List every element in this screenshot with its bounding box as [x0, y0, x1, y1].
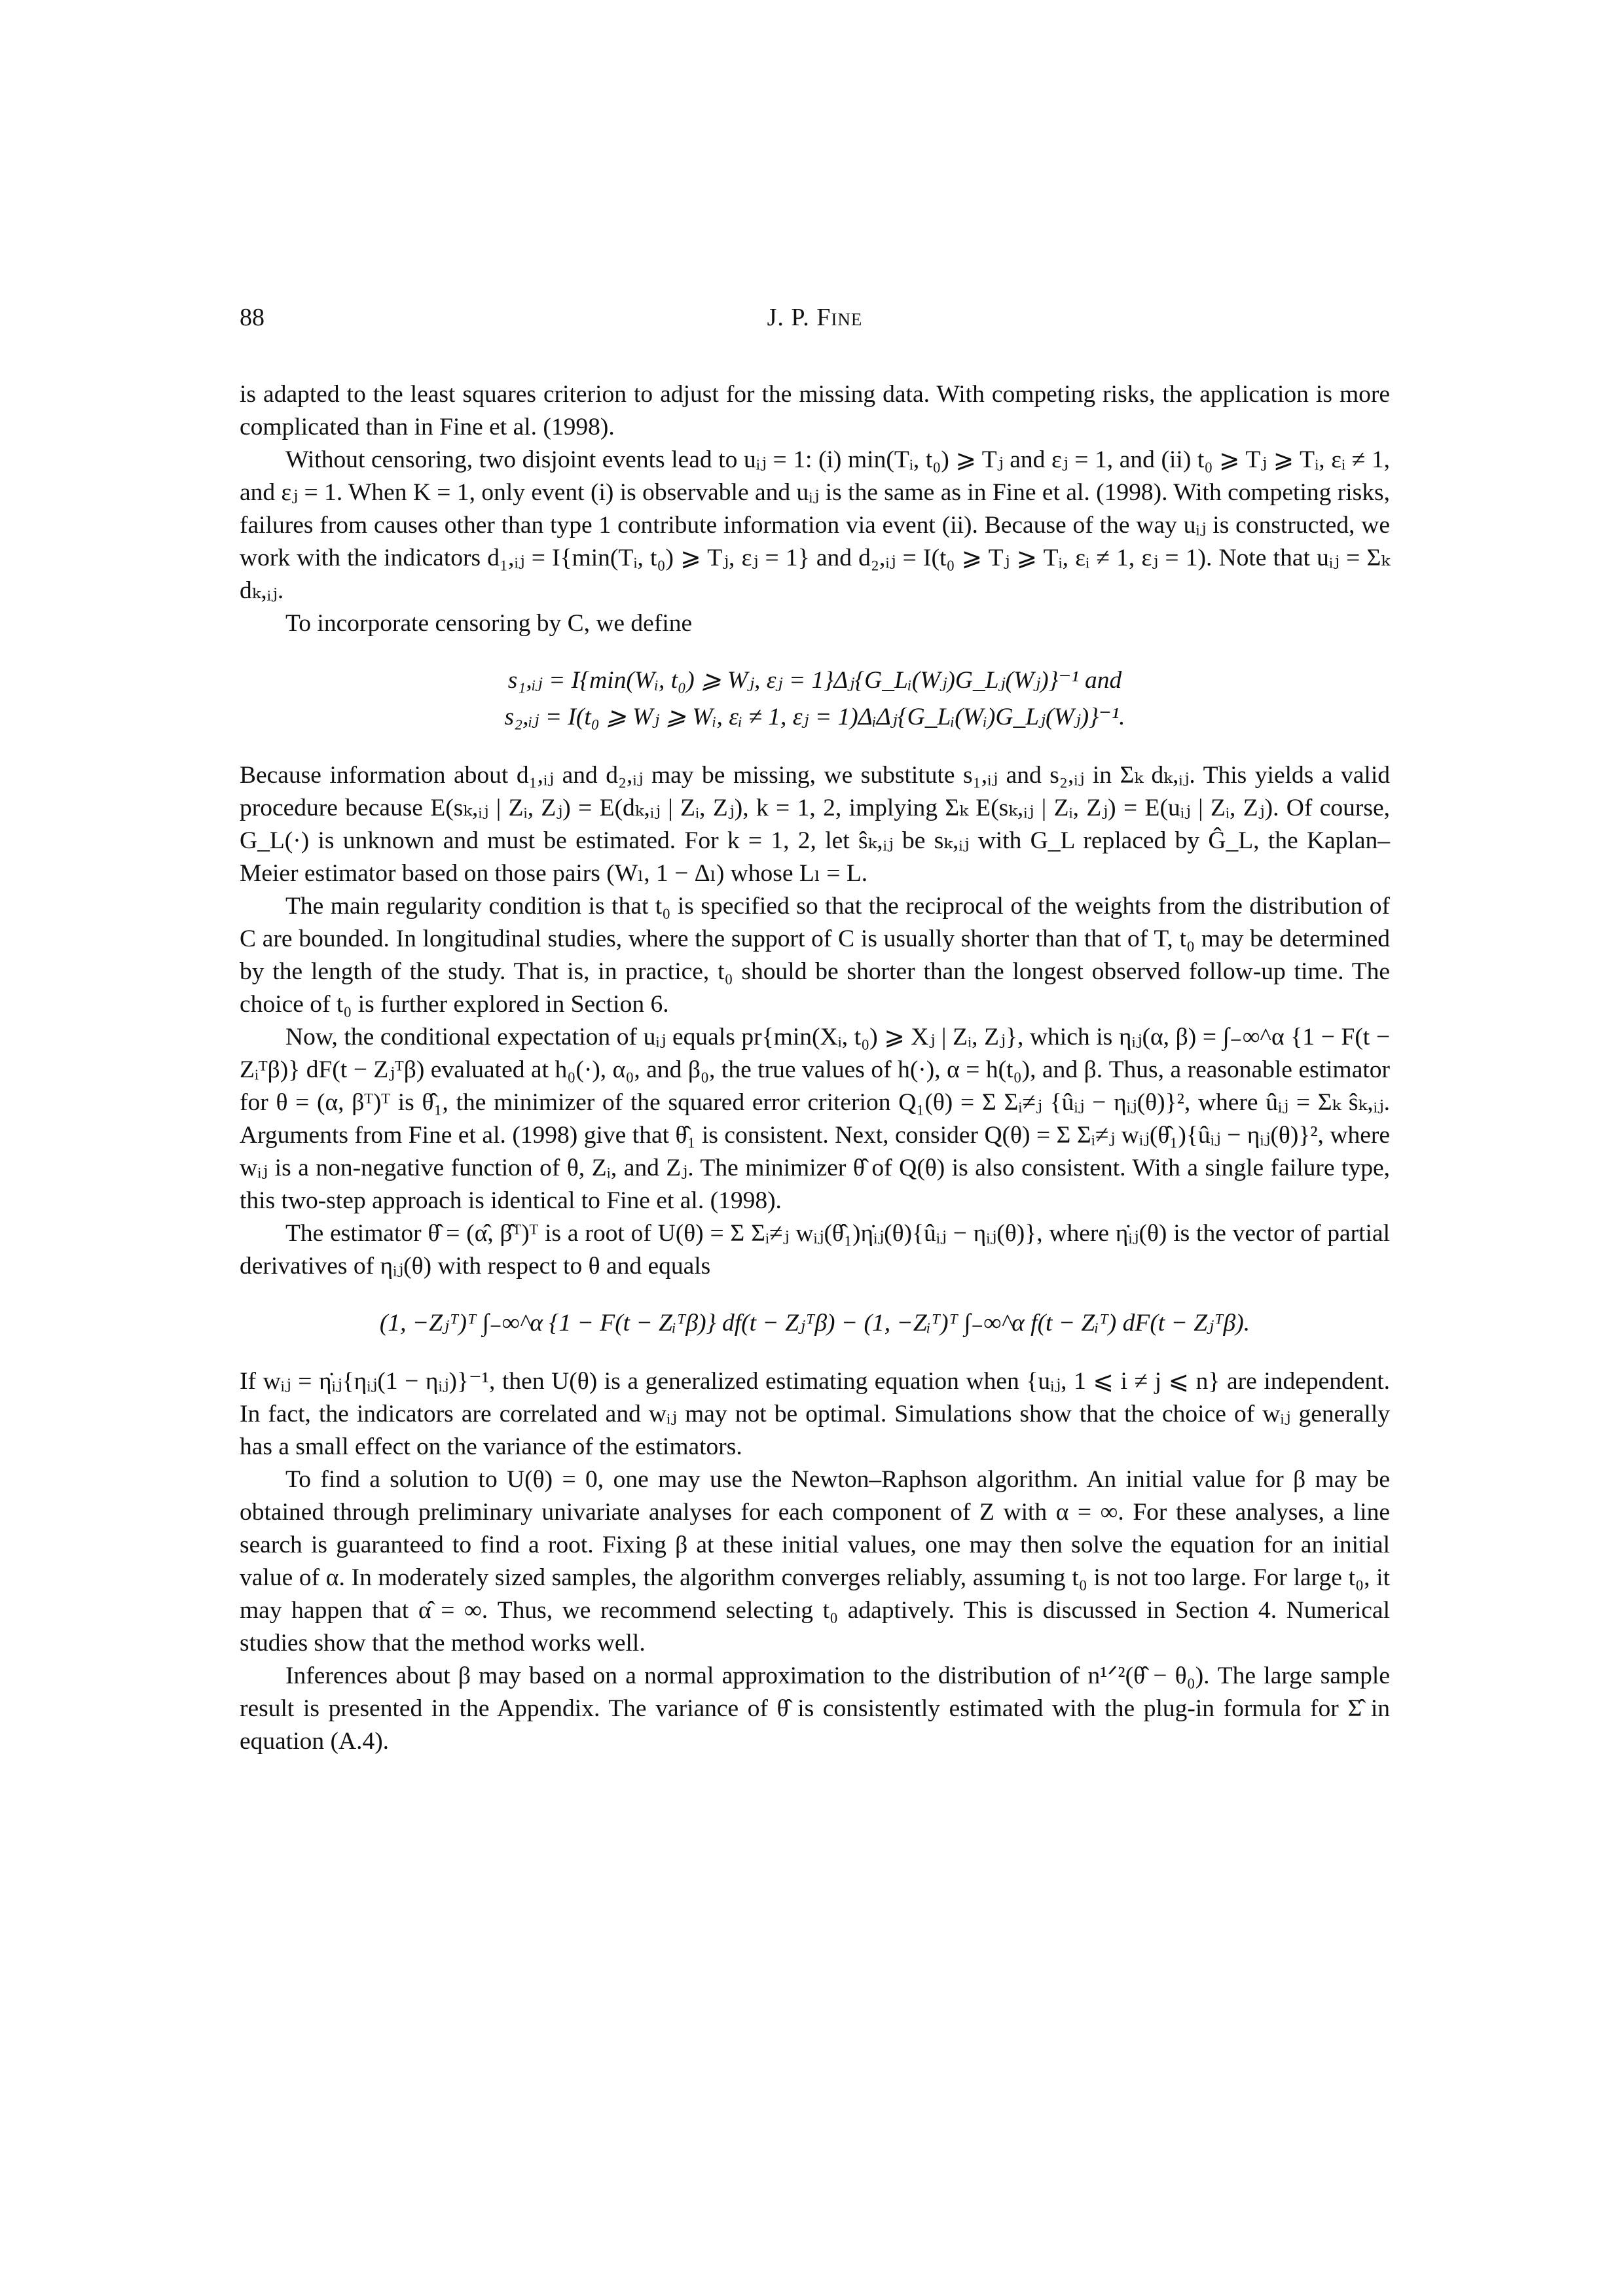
equation-derivative [240, 1305, 1390, 1342]
equation-weights [240, 662, 1390, 736]
body-text [240, 378, 1390, 1758]
paragraph-4: Because information about d₁,ᵢⱼ and d₂,ᵢⱼ may be missing, we substitute s₁,ᵢⱼ and s₂,ᵢⱼ in Σₖ dₖ,ᵢⱼ. This yields a valid procedure because E(sₖ,ᵢⱼ | Zᵢ, Zⱼ) = E(dₖ,ᵢⱼ | Zᵢ, Zⱼ), k = 1, 2, implying Σₖ E(sₖ,ᵢⱼ | Zᵢ, Zⱼ) = E(uᵢⱼ | Zᵢ, Zⱼ). Of course, G_L(·) is unknown and must be estimated. For k = 1, 2, let ŝₖ,ᵢⱼ be sₖ,ᵢⱼ with G_L replaced by Ĝ_L, the Kaplan–Meier estimator based on those pairs (Wₗ, 1 − Δₗ) whose Lₗ = L. [240, 762, 1390, 887]
paragraph-3: To incorporate censoring by C, we define [285, 610, 693, 637]
page-header [240, 303, 1390, 336]
running-head-text: J. P. Fine [767, 304, 863, 331]
paragraph-6: Now, the conditional expectation of uᵢⱼ equals pr{min(Xᵢ, t₀) ⩾ Xⱼ | Zᵢ, Zⱼ}, which is ηᵢⱼ(α, β) = ∫₋∞^α {1 − F(t − Zᵢᵀβ)} dF(t − Zⱼᵀβ) evaluated at h₀(·), α₀, and β₀, the true values of h(·), α = h(t₀), and β. Thus, a reasonable estimator for θ = (α, βᵀ)ᵀ is θ̂₁, the minimizer of the squared error criterion Q₁(θ) = Σ Σᵢ≠ⱼ {ûᵢⱼ − ηᵢⱼ(θ)}², where ûᵢⱼ = Σₖ ŝₖ,ᵢⱼ. Arguments from Fine et al. (1998) give that θ̂₁ is consistent. Next, consider Q(θ) = Σ Σᵢ≠ⱼ wᵢⱼ(θ̂₁){ûᵢⱼ − ηᵢⱼ(θ)}², where wᵢⱼ is a non-negative function of θ, Zᵢ, and Zⱼ. The minimizer θ̂ of Q(θ) is also consistent. With a single failure type, this two-step approach is identical to Fine et al. (1998). [240, 1024, 1390, 1214]
paragraph-7: The estimator θ̂ = (α̂, β̂ᵀ)ᵀ is a root of U(θ) = Σ Σᵢ≠ⱼ wᵢⱼ(θ̂₁)η̇ᵢⱼ(θ){ûᵢⱼ − ηᵢⱼ(θ)}, where η̇ᵢⱼ(θ) is the vector of partial derivatives of ηᵢⱼ(θ) with respect to θ and equals [240, 1220, 1390, 1280]
paragraph-10: Inferences about β may based on a normal approximation to the distribution of n¹ᐟ²(θ̂ − θ₀). The large sample result is presented in the Appendix. The variance of θ̂ is consistently estimated with the plug-in formula for Σ̂ in equation (A.4). [240, 1662, 1390, 1755]
paragraph-2: Without censoring, two disjoint events lead to uᵢⱼ = 1: (i) min(Tᵢ, t₀) ⩾ Tⱼ and εⱼ = 1, and (ii) t₀ ⩾ Tⱼ ⩾ Tᵢ, εᵢ ≠ 1, and εⱼ = 1. When K = 1, only event (i) is observable and uᵢⱼ is the same as in Fine et al. (1998). With competing risks, failures from causes other than type 1 contribute information via event (ii). Because of the way uᵢⱼ is constructed, we work with the indicators d₁,ᵢⱼ = I{min(Tᵢ, t₀) ⩾ Tⱼ, εⱼ = 1} and d₂,ᵢⱼ = I(t₀ ⩾ Tⱼ ⩾ Tᵢ, εᵢ ≠ 1, εⱼ = 1). Note that uᵢⱼ = Σₖ dₖ,ᵢⱼ. [240, 446, 1390, 604]
paragraph-8: If wᵢⱼ = η̇ᵢⱼ{ηᵢⱼ(1 − ηᵢⱼ)}⁻¹, then U(θ) is a generalized estimating equation when {uᵢⱼ, 1 ⩽ i ≠ j ⩽ n} are independent. In fact, the indicators are correlated and wᵢⱼ may not be optimal. Simulations show that the choice of wᵢⱼ generally has a small effect on the variance of the estimators. [240, 1368, 1390, 1460]
equation-line-1: s₁,ᵢⱼ = I{min(Wᵢ, t₀) ⩾ Wⱼ, εⱼ = 1}Δⱼ{G_Lᵢ(Wⱼ)G_Lⱼ(Wⱼ)}⁻¹ and [507, 667, 1122, 694]
paragraph-1: is adapted to the least squares criterion to adjust for the missing data. With competing risks, the application is more complicated than in Fine et al. (1998). [240, 381, 1390, 440]
paragraph-9: To find a solution to U(θ) = 0, one may use the Newton–Raphson algorithm. An initial value for β may be obtained through preliminary univariate analyses for each component of Z with α = ∞. For these analyses, a line search is guaranteed to find a root. Fixing β at these initial values, one may then solve the equation for an initial value of α. In moderately sized samples, the algorithm converges reliably, assuming t₀ is not too large. For large t₀, it may happen that α̂ = ∞. Thus, we recommend selecting t₀ adaptively. This is discussed in Section 4. Numerical studies show that the method works well. [240, 1466, 1390, 1657]
equation-line-2: s₂,ᵢⱼ = I(t₀ ⩾ Wⱼ ⩾ Wᵢ, εᵢ ≠ 1, εⱼ = 1)ΔᵢΔⱼ{G_Lᵢ(Wᵢ)G_Lⱼ(Wⱼ)}⁻¹. [504, 704, 1125, 730]
page-number: 88 [240, 304, 264, 331]
equation-derivative-line: (1, −Zⱼᵀ)ᵀ ∫₋∞^α {1 − F(t − Zᵢᵀβ)} df(t − Zⱼᵀβ) − (1, −Zᵢᵀ)ᵀ ∫₋∞^α f(t − Zᵢᵀ) dF(t − Zⱼᵀβ). [379, 1310, 1250, 1336]
running-head [240, 303, 1390, 332]
paragraph-5: The main regularity condition is that t₀ is specified so that the reciprocal of the weights from the distribution of C are bounded. In longitudinal studies, where the support of C is usually shorter than that of T, t₀ may be determined by the length of the study. That is, in practice, t₀ should be shorter than the longest observed follow-up time. The choice of t₀ is further explored in Section 6. [240, 893, 1390, 1018]
